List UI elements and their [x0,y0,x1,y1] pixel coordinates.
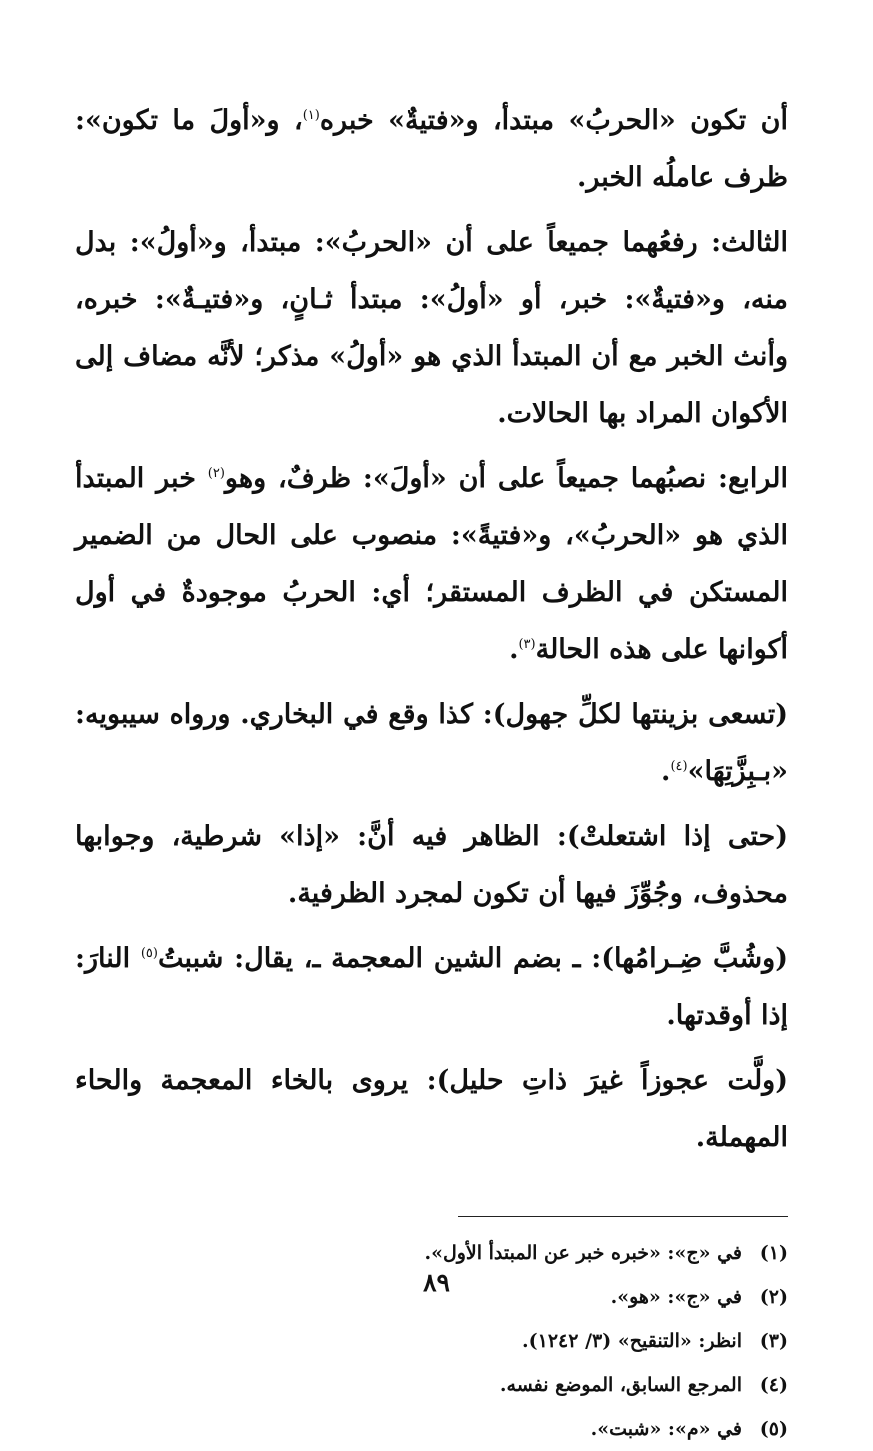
text-run: . [509,634,519,665]
footnote-number: (٣) [759,1330,788,1352]
text-run: النارَ: إذا أوقدتها. [75,943,788,1031]
text-run: : نصبُهما جميعاً على أن «أولَ»: ظرفٌ، وهو [224,463,728,494]
text-run: : ـ بضم الشين المعجمة ـ، يقال: شببتُ [157,943,602,974]
footnote-number: (٢) [759,1286,788,1308]
footnote-item [75,1407,788,1451]
text-run: : الظاهر فيه أنَّ: «إذا» شرطية، وجوابها محذوف، وجُوِّزَ فيها أن تكون لمجرد الظرفية. [75,821,788,909]
paragraph-1 [75,92,788,206]
footnote-ref[interactable]: (٢) [207,466,225,481]
paragraph-5 [75,808,788,922]
text-run: خبر المبتدأ الذي هو «الحربُ»، و«فتيةً»: منصوب على الحال من الضمير المستكن في الظرف المستقر؛ أي: الحربُ موجودةٌ في أول أكوانها على هذه الحالة [75,463,788,665]
footnote-divider [458,1216,788,1217]
footnote-ref[interactable]: (٥) [140,946,158,961]
footnote-item [75,1363,788,1407]
paragraph-lead: (تسعى بزينتها لكلِّ جهول) [492,699,789,730]
paragraph-3 [75,450,788,678]
footnote-text: في «ج»: «هو». [610,1286,742,1308]
footnote-item [75,1319,788,1363]
paragraph-lead: (وشُبَّ ضِـرامُها) [601,943,788,974]
footnote-text: في «ج»: «خبره خبر عن المبتدأ الأول». [424,1242,742,1264]
paragraph-lead: (ولَّت عجوزاً غيرَ ذاتِ حليل) [436,1065,788,1096]
paragraph-6 [75,930,788,1044]
text-run: : كذا وقع في البخاري. ورواه سيبويه: «بـبِزَّتِهَا» [75,699,788,787]
paragraph-4 [75,686,788,800]
paragraph-lead: الرابع [728,463,789,494]
footnote-text: المرجع السابق، الموضع نفسه. [499,1374,742,1396]
text-run: : رفعُهما جميعاً على أن «الحربُ»: مبتدأ، و«أولُ»: بدل منه، و«فتيةٌ»: خبر، أو «أولُ»: مبتدأ ثـانٍ، و«فتيـةٌ»: خبره، وأنث الخبر مع أن المبتدأ الذي هو «أولُ» مذكر؛ لأنَّه مضاف إلى الأكوان المراد بها الحالات. [75,227,788,429]
paragraph-lead: (حتى إذا اشتعلتْ) [566,821,789,852]
footnote-number: (٥) [759,1418,788,1440]
footnote-ref[interactable]: (٣) [518,637,536,652]
text-run: : يروى بالخاء المعجمة والحاء المهملة. [75,1065,788,1153]
footnote-ref[interactable]: (١) [302,108,320,123]
footnotes-list [75,1231,788,1451]
paragraph-7 [75,1052,788,1166]
text-run: ، و«أولَ ما تكون»: ظرف عاملُه الخبر. [75,105,788,193]
text-run: . [661,756,671,787]
page-number: ٨٩ [423,1268,450,1297]
footnote-text: في «م»: «شبت». [590,1418,742,1440]
footnote-text: انظر: «التنقيح» (٣/ ١٢٤٢). [522,1330,742,1352]
text-run: أن تكون «الحربُ» مبتدأ، و«فتيةٌ» خبره [319,105,789,136]
paragraph-lead: الثالث [721,227,788,258]
footnote-number: (٤) [759,1374,788,1396]
footnote-ref[interactable]: (٤) [670,759,688,774]
footnote-number: (١) [759,1242,788,1264]
paragraph-2 [75,214,788,442]
